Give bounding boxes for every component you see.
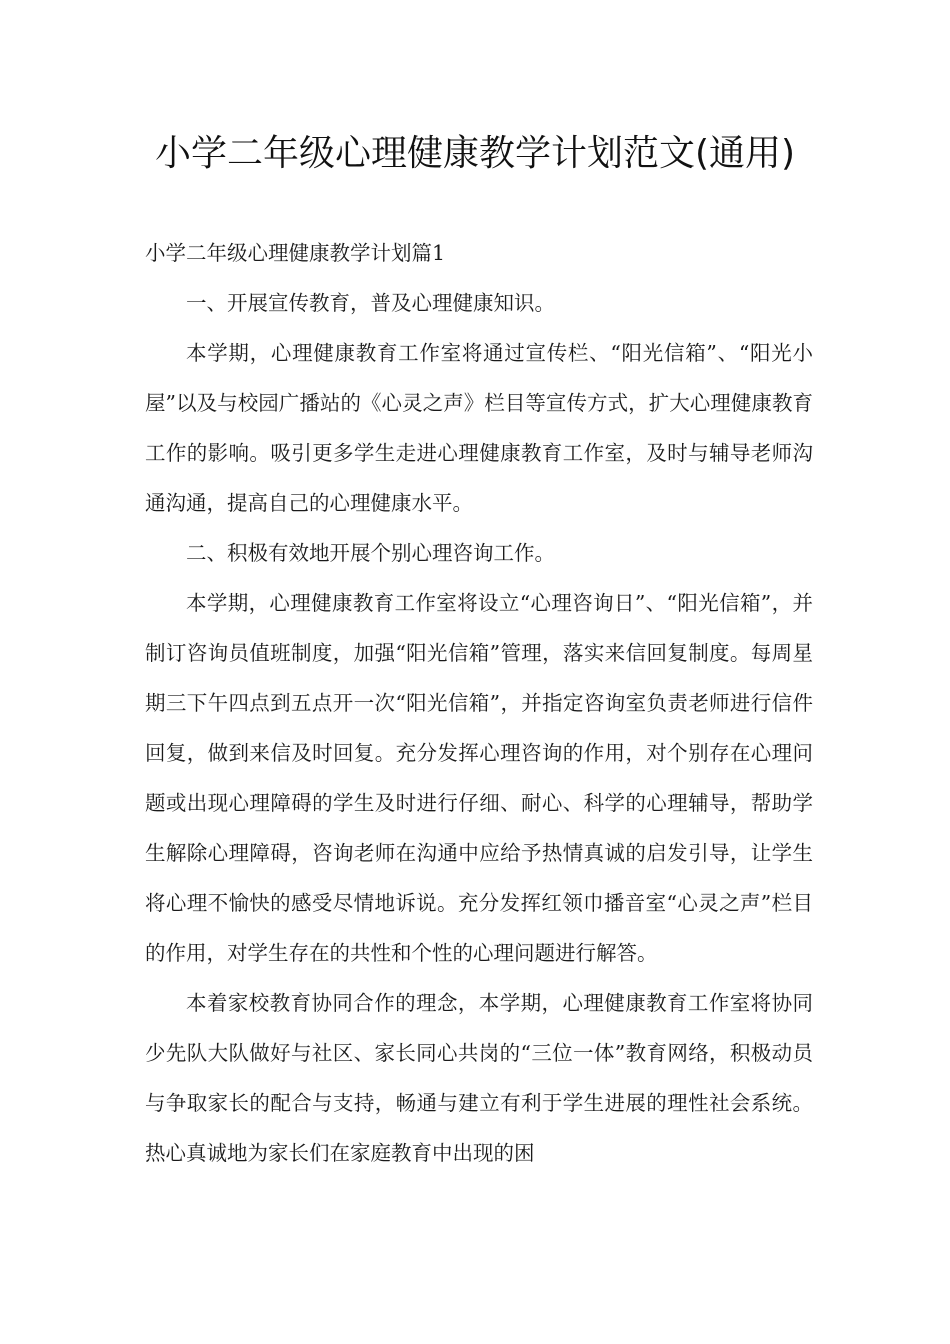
paragraph: 本学期，心理健康教育工作室将通过宣传栏、“阳光信箱”、“阳光小屋”以及与校园广播站的《心灵之声》栏目等宣传方式，扩大心理健康教育工作的影响。吸引更多学生走进心理健康教育工作室，及时与辅导老师沟通沟通，提高自己的心理健康水平。 — [145, 341, 813, 515]
section-heading: 小学二年级心理健康教学计划篇1 — [145, 241, 446, 265]
document-body — [145, 228, 813, 1178]
paragraph: 本着家校教育协同合作的理念，本学期，心理健康教育工作室将协同少先队大队做好与社区、家长同心共岗的“三位一体”教育网络，积极动员与争取家长的配合与支持，畅通与建立有利于学生进展的理性社会系统。热心真诚地为家长们在家庭教育中出现的困 — [145, 991, 813, 1165]
paragraph-heading-1: 一、开展宣传教育，普及心理健康知识。 — [186, 291, 555, 315]
paragraph: 本学期，心理健康教育工作室将设立“心理咨询日”、“阳光信箱”，并制订咨询员值班制度，加强“阳光信箱”管理，落实来信回复制度。每周星期三下午四点到五点开一次“阳光信箱”，并指定咨询室负责老师进行信件回复，做到来信及时回复。充分发挥心理咨询的作用，对个别存在心理问题或出现心理障碍的学生及时进行仔细、耐心、科学的心理辅导，帮助学生解除心理障碍，咨询老师在沟通中应给予热情真诚的启发引导，让学生将心理不愉快的感受尽情地诉说。充分发挥红领巾播音室“心灵之声”栏目的作用，对学生存在的共性和个性的心理问题进行解答。 — [145, 591, 813, 965]
document-title: 小学二年级心理健康教学计划范文(通用) — [154, 133, 796, 174]
paragraph-heading-2: 二、积极有效地开展个别心理咨询工作。 — [186, 541, 555, 565]
